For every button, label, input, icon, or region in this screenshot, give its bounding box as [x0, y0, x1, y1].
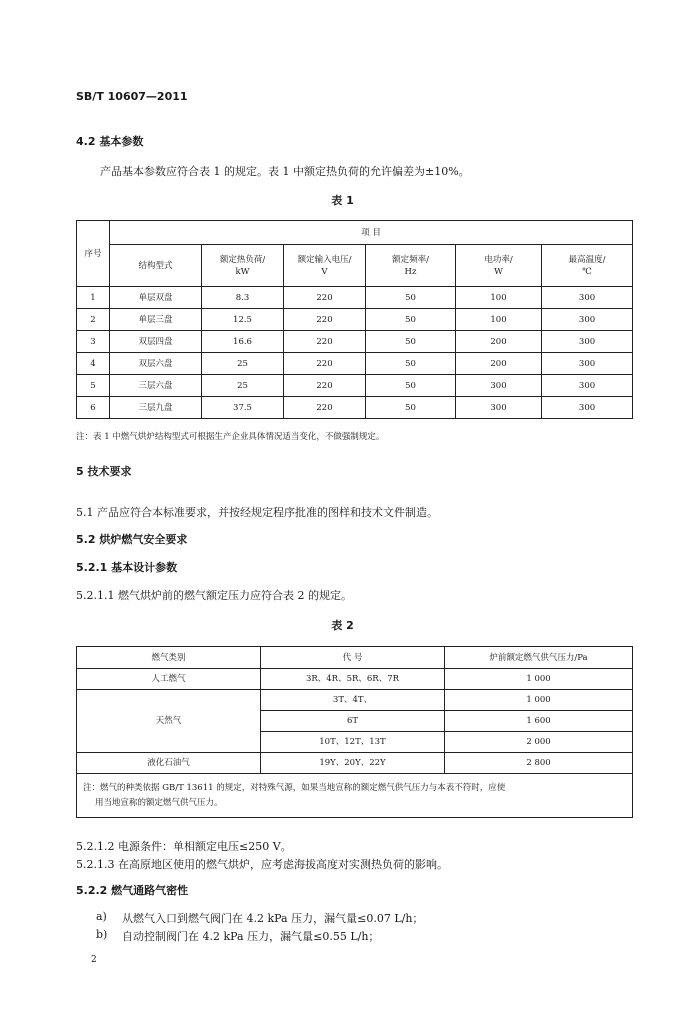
table1-header-heat-load: 额定热负荷/ kW [202, 245, 284, 287]
paragraph-5-2-1-3: 5.2.1.3 在高原地区使用的燃气烘炉，应考虑海拔高度对实测热负荷的影响。 [76, 858, 448, 871]
table-cell: 8.3 [202, 287, 284, 309]
table2-header-code: 代 号 [261, 647, 445, 669]
table1-note: 注：表 1 中燃气烘炉结构型式可根据生产企业具体情况适当变化，不做强制规定。 [76, 432, 385, 442]
paragraph-5-2-1-1: 5.2.1.1 燃气烘炉前的燃气额定压力应符合表 2 的规定。 [76, 589, 352, 602]
table-cell: 50 [366, 309, 456, 331]
list-item-b-marker: b) [96, 928, 108, 941]
table-cell: 2 000 [445, 732, 633, 753]
list-item-a-marker: a) [96, 910, 107, 923]
table-cell: 1 600 [445, 711, 633, 732]
table1-header-structure: 结构型式 [110, 245, 202, 287]
section-heading-5-2-2: 5.2.2 燃气通路气密性 [76, 884, 189, 897]
table1-header-power: 电功率/ W [456, 245, 542, 287]
table-cell: 100 [456, 309, 542, 331]
table-cell: 300 [542, 287, 633, 309]
table-cell: 12.5 [202, 309, 284, 331]
table2-note-line2: 用当地宣称的额定燃气供气压力。 [95, 797, 223, 808]
table-cell: 100 [456, 287, 542, 309]
table-cell: 3T、4T、 [261, 690, 445, 711]
table-cell: 三层九盘 [110, 397, 202, 419]
table-cell: 300 [456, 397, 542, 419]
table2-note-cell [77, 774, 633, 818]
table-cell: 50 [366, 331, 456, 353]
table-cell: 液化石油气 [77, 753, 261, 774]
table-cell: 300 [456, 375, 542, 397]
table-cell: 2 800 [445, 753, 633, 774]
table2-header-pressure: 炉前额定燃气供气压力/Pa [445, 647, 633, 669]
table1 [76, 220, 633, 419]
table-cell: 50 [366, 375, 456, 397]
table-row [77, 353, 633, 375]
table-cell: 300 [542, 331, 633, 353]
table-row [77, 397, 633, 419]
table-cell: 25 [202, 375, 284, 397]
table-cell: 双层四盘 [110, 331, 202, 353]
table-row [77, 753, 633, 774]
table-row [77, 690, 633, 711]
table1-caption: 表 1 [331, 194, 354, 207]
paragraph-5-2-1-2: 5.2.1.2 电源条件：单相额定电压≤250 V。 [76, 840, 292, 853]
table-cell: 三层六盘 [110, 375, 202, 397]
table1-group-header: 项 目 [110, 221, 633, 245]
table-cell: 2 [77, 309, 110, 331]
table-row [77, 331, 633, 353]
table-cell: 1 [77, 287, 110, 309]
section-heading-5-2-1: 5.2.1 基本设计参数 [76, 561, 178, 574]
table1-header-frequency: 额定频率/ Hz [366, 245, 456, 287]
table-cell: 50 [366, 353, 456, 375]
table-cell: 1 000 [445, 669, 633, 690]
list-item-b-text: 自动控制阀门在 4.2 kPa 压力，漏气量≤0.55 L/h； [122, 930, 380, 943]
table-cell: 300 [542, 309, 633, 331]
table-cell: 单层双盘 [110, 287, 202, 309]
table-row [77, 669, 633, 690]
table-cell: 人工燃气 [77, 669, 261, 690]
table1-header-voltage: 额定输入电压/ V [284, 245, 366, 287]
table1-seq-header: 序号 [77, 221, 110, 287]
table-row [77, 287, 633, 309]
table-cell: 1 000 [445, 690, 633, 711]
table-cell: 220 [284, 287, 366, 309]
standard-number: SB/T 10607—2011 [76, 90, 188, 103]
table-cell: 25 [202, 353, 284, 375]
table-cell: 4 [77, 353, 110, 375]
table-cell: 50 [366, 287, 456, 309]
table-cell: 10T、12T、13T [261, 732, 445, 753]
table-cell: 6 [77, 397, 110, 419]
table-cell: 双层六盘 [110, 353, 202, 375]
section-heading-5: 5 技术要求 [76, 465, 132, 478]
table-cell: 天然气 [77, 690, 261, 753]
table-cell: 16.6 [202, 331, 284, 353]
list-item-a-text: 从燃气入口到燃气阀门在 4.2 kPa 压力，漏气量≤0.07 L/h； [122, 912, 424, 925]
table-cell: 6T [261, 711, 445, 732]
section-heading-4-2: 4.2 基本参数 [76, 135, 144, 148]
table1-header-temperature: 最高温度/ ℃ [542, 245, 633, 287]
table-row [77, 309, 633, 331]
table-cell: 200 [456, 331, 542, 353]
table-cell: 220 [284, 309, 366, 331]
table2 [76, 646, 633, 818]
table-cell: 5 [77, 375, 110, 397]
table-cell: 220 [284, 331, 366, 353]
table-cell: 19Y、20Y、22Y [261, 753, 445, 774]
paragraph-5-1: 5.1 产品应符合本标准要求，并按经规定程序批准的图样和技术文件制造。 [76, 506, 438, 519]
table2-header-category: 燃气类别 [77, 647, 261, 669]
table-cell: 220 [284, 375, 366, 397]
table-cell: 200 [456, 353, 542, 375]
table-cell: 3R、4R、5R、6R、7R [261, 669, 445, 690]
table-cell: 单层三盘 [110, 309, 202, 331]
table-cell: 50 [366, 397, 456, 419]
table-cell: 300 [542, 397, 633, 419]
paragraph-4-2: 产品基本参数应符合表 1 的规定。表 1 中额定热负荷的允许偏差为±10%。 [100, 165, 470, 178]
table-cell: 300 [542, 353, 633, 375]
table-cell: 3 [77, 331, 110, 353]
table-row [77, 375, 633, 397]
table2-note-line1: 注：燃气的种类依据 GB/T 13611 的规定，对特殊气源，如果当地宣称的额定燃气供气压力与本表不符时，应使 [83, 782, 506, 793]
table-cell: 37.5 [202, 397, 284, 419]
table-cell: 220 [284, 397, 366, 419]
section-heading-5-2: 5.2 烘炉燃气安全要求 [76, 533, 188, 546]
table-cell: 300 [542, 375, 633, 397]
table2-caption: 表 2 [331, 619, 354, 632]
page-number: 2 [91, 955, 97, 965]
table-cell: 220 [284, 353, 366, 375]
